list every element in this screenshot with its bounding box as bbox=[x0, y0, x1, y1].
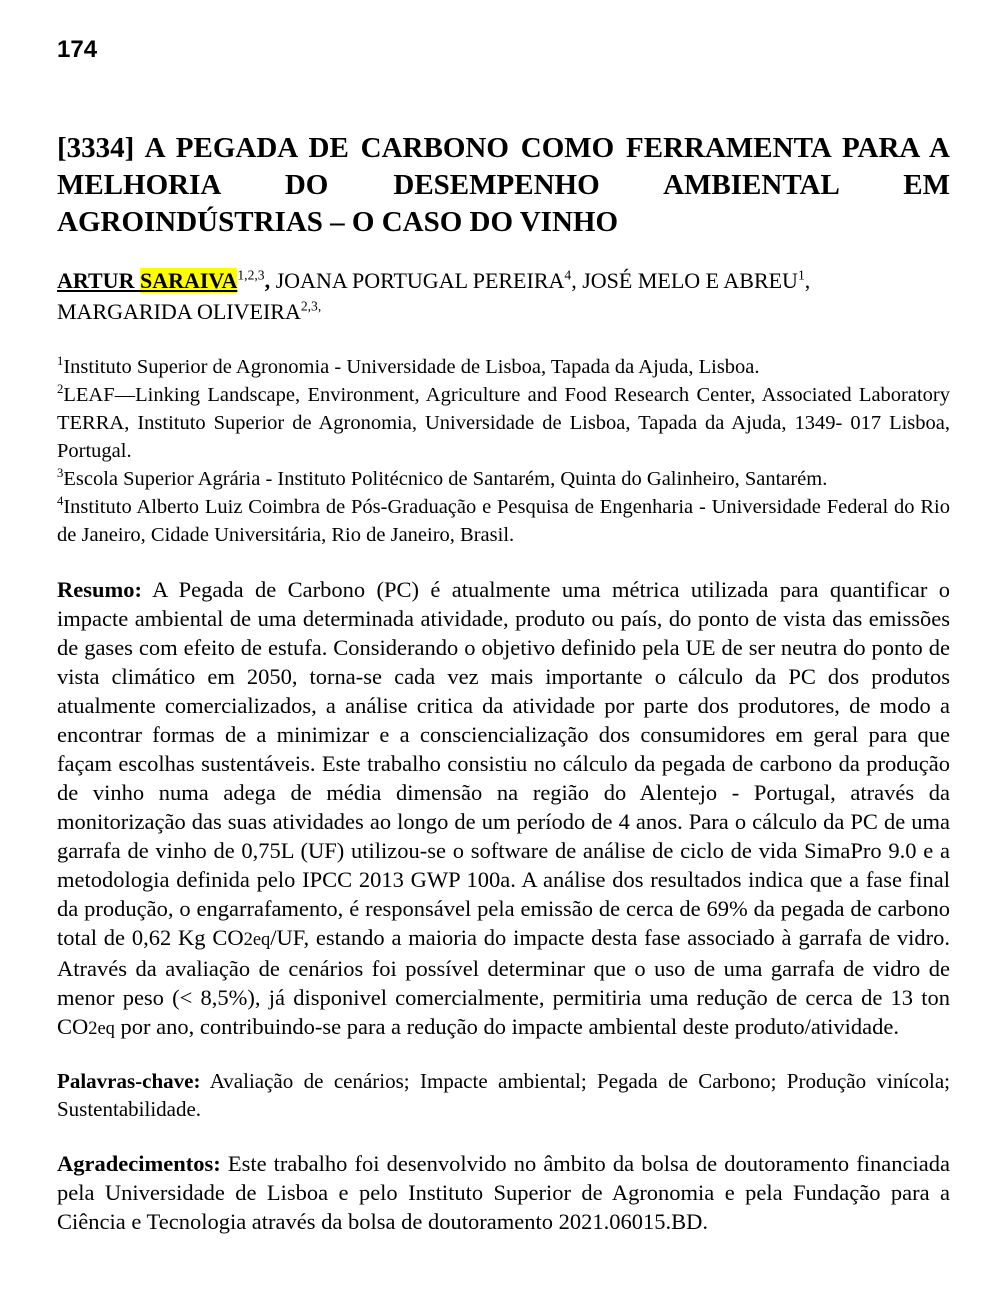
keywords-label: Palavras-chave: bbox=[57, 1069, 201, 1093]
keywords-paragraph bbox=[57, 1067, 950, 1123]
paper-title bbox=[57, 130, 950, 241]
abstract-label: Resumo: bbox=[57, 577, 142, 602]
author-separator-3: , bbox=[804, 268, 811, 293]
author-name-first: ARTUR bbox=[57, 268, 140, 293]
author-3-superscript: 1 bbox=[797, 267, 805, 283]
abstract-text-part-3: por ano, contribuindo-se para a redução do impacte ambiental deste produto/atividade. bbox=[114, 1014, 899, 1039]
author-2-name: JOANA PORTUGAL PEREIRA bbox=[275, 268, 565, 293]
abstract-text-part-1: A Pegada de Carbono (PC) é atualmente uma métrica utilizada para quantificar o impacte ambiental de uma determinada atividade, produto ou país, do ponto de vista das emissões de gases com efeito de estufa. Considerando o objetivo definido pela UE de ser neutra do ponto de vista climático em 2050, torna-se cada vez mais importante o cálculo da PC dos produtos atualmente comercializados, a análise critica da atividade por parte dos produtores, de modo a encontrar formas de a minimizar e a consciencialização dos consumidores em geral para que façam escolhas sustentáveis. Este trabalho consistiu no cálculo da pegada de carbono da produção de vinho numa adega de média dimensão na região do Alentejo - Portugal, através da monitorização das suas atividades ao longo de um período de 4 anos. Para o cálculo da PC de uma garrafa de vinho de 0,75L (UF) utilizou-se o software de análise de ciclo de vida SimaPro 9.0 e a metodologia definida pelo IPCC 2013 GWP 100a. A análise dos resultados indica que a fase final da produção, o engarrafamento, é responsável pela emissão de cerca de 69% da pegada de carbono total de 0,62 Kg CO bbox=[57, 577, 950, 950]
acknowledgements-paragraph bbox=[57, 1149, 950, 1236]
affiliation-item bbox=[57, 381, 950, 465]
page-number: 174 bbox=[57, 36, 98, 63]
affiliation-4-superscript: 4 bbox=[57, 494, 64, 509]
affiliation-item bbox=[57, 353, 950, 381]
keywords-text: Avaliação de cenários; Impacte ambiental; Pegada de Carbono; Produção vinícola; Sustentabilidade. bbox=[57, 1069, 950, 1121]
affiliation-item bbox=[57, 493, 950, 549]
author-separator-2: , bbox=[571, 268, 583, 293]
abstract-paragraph bbox=[57, 575, 950, 1043]
author-2-superscript: 4 bbox=[564, 267, 572, 283]
author-4-superscript: 2,3, bbox=[300, 298, 322, 314]
authors-line-1 bbox=[57, 265, 950, 296]
acknowledgements-label: Agradecimentos: bbox=[57, 1151, 221, 1176]
author-1-superscript: 1,2,3 bbox=[237, 267, 265, 283]
co2eq-subscript-2: 2eq bbox=[88, 1018, 115, 1038]
acknowledgements-text: Este trabalho foi desenvolvido no âmbito da bolsa de doutoramento financiada pela Universidade de Lisboa e pelo Instituto Superior de Agronomia e pela Fundação para a Ciência e Tecnologia através da bolsa de doutoramento 2021.06015.BD. bbox=[57, 1151, 950, 1234]
affiliation-3-text: Escola Superior Agrária - Instituto Politécnico de Santarém, Quinta do Galinheiro, Santarém. bbox=[63, 468, 828, 490]
authors-line-2 bbox=[57, 296, 950, 327]
affiliation-2-text: LEAF—Linking Landscape, Environment, Agriculture and Food Research Center, Associated Laboratory TERRA, Instituto Superior de Agronomia, Universidade de Lisboa, Tapada da Ajuda, 1349- 017 Lisboa, Portugal. bbox=[57, 384, 950, 462]
author-3-name: JOSÉ MELO E ABREU bbox=[582, 268, 798, 293]
affiliation-4-text: Instituto Alberto Luiz Coimbra de Pós-Graduação e Pesquisa de Engenharia - Universidade Federal do Rio de Janeiro, Cidade Universitária, Rio de Janeiro, Brasil. bbox=[57, 496, 950, 546]
affiliation-2-superscript: 2 bbox=[57, 382, 64, 397]
abstract-text-part-2: /UF, estando a maioria do impacte desta fase associado à garrafa de vidro. Através da avaliação de cenários foi possível determinar que o uso de uma garrafa de vidro de menor peso (< 8,5%), já disponivel comercialmente, permitiria uma redução de cerca de 13 ton CO bbox=[57, 925, 950, 1039]
affiliation-1-text: Instituto Superior de Agronomia - Universidade de Lisboa, Tapada da Ajuda, Lisboa. bbox=[63, 356, 760, 378]
affiliation-item bbox=[57, 465, 950, 493]
author-4-name: MARGARIDA OLIVEIRA bbox=[57, 299, 301, 324]
affiliation-3-superscript: 3 bbox=[57, 466, 64, 481]
title-line-3: AGROINDÚSTRIAS – O CASO DO VINHO bbox=[57, 206, 619, 238]
author-name-highlighted: SARAIVA bbox=[139, 268, 238, 293]
title-line-2: MELHORIA DO DESEMPENHO AMBIENTAL EM bbox=[57, 169, 950, 201]
affiliation-1-superscript: 1 bbox=[57, 354, 64, 369]
authors-block bbox=[57, 265, 950, 327]
affiliations-block bbox=[57, 353, 950, 549]
title-line-1: [3334] A PEGADA DE CARBONO COMO FERRAMENTA PARA A bbox=[57, 132, 950, 164]
author-separator-1: , bbox=[264, 268, 276, 293]
co2eq-subscript-1: 2eq bbox=[243, 929, 271, 949]
